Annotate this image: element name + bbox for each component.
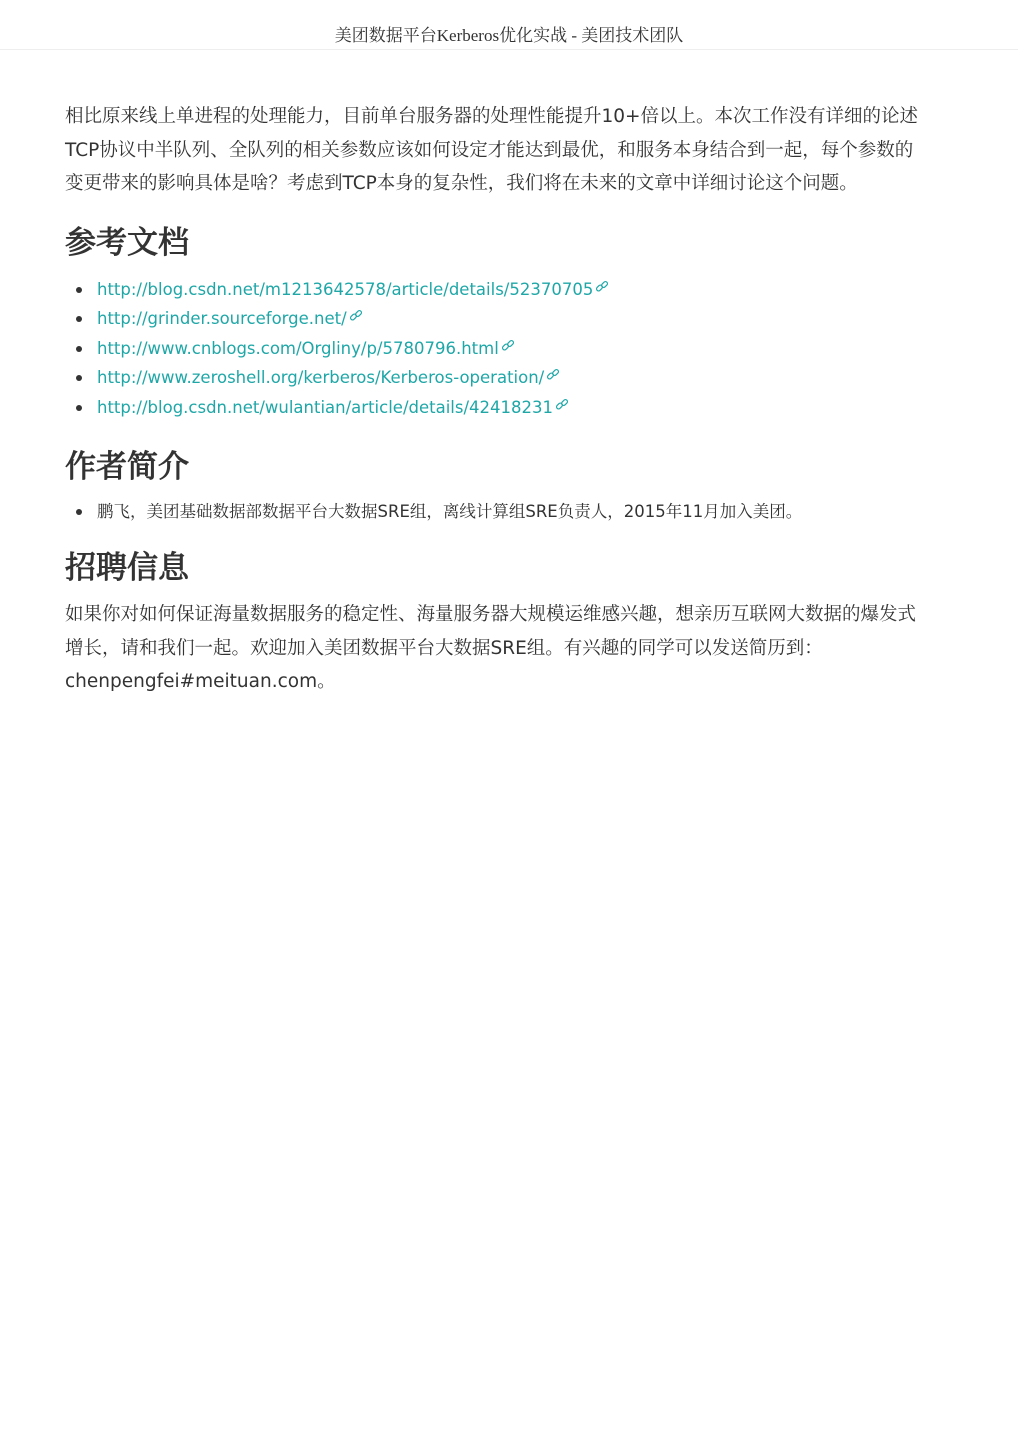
author-heading: 作者简介 bbox=[65, 449, 189, 485]
chain-link-icon[interactable] bbox=[349, 303, 363, 333]
jobs-paragraph bbox=[65, 598, 955, 699]
page-header bbox=[0, 0, 1018, 50]
jobs-line: 如果你对如何保证海量数据服务的稳定性、海量服务器大规模运维感兴趣，想亲历互联网大数据的爆发式 bbox=[65, 604, 917, 625]
reference-link[interactable]: http://www.zeroshell.org/kerberos/Kerberos-operation/ bbox=[97, 368, 545, 387]
list-item bbox=[65, 363, 955, 393]
bullet-dot bbox=[76, 509, 82, 515]
jobs-line: 增长，请和我们一起。欢迎加入美团数据平台大数据SRE组。有兴趣的同学可以发送简历到： bbox=[65, 637, 823, 659]
jobs-line: chenpengfei#meituan.com。 bbox=[65, 671, 336, 692]
chain-link-icon[interactable] bbox=[546, 362, 560, 392]
bullet-dot bbox=[76, 405, 82, 411]
list-item bbox=[65, 393, 955, 423]
page-title: 美团数据平台Kerberos优化实战 - 美团技术团队 bbox=[334, 26, 684, 45]
jobs-heading: 招聘信息 bbox=[65, 550, 189, 586]
references-list bbox=[65, 275, 955, 423]
list-item bbox=[65, 275, 955, 305]
reference-link[interactable]: http://blog.csdn.net/m1213642578/article/details/52370705 bbox=[97, 279, 594, 299]
intro-paragraph bbox=[65, 100, 955, 201]
bullet-dot bbox=[76, 287, 82, 293]
reference-link[interactable]: http://blog.csdn.net/wulantian/article/details/42418231 bbox=[97, 397, 554, 417]
references-heading: 参考文档 bbox=[65, 224, 189, 261]
list-item bbox=[65, 304, 955, 334]
chain-link-icon[interactable] bbox=[595, 274, 609, 304]
list-item bbox=[65, 334, 955, 364]
bullet-dot bbox=[76, 375, 82, 381]
reference-link[interactable]: http://www.cnblogs.com/Orgliny/p/5780796.html bbox=[97, 338, 499, 358]
article-content bbox=[65, 100, 955, 699]
reference-link[interactable]: http://grinder.sourceforge.net/ bbox=[97, 309, 347, 328]
chain-link-icon[interactable] bbox=[555, 392, 569, 422]
intro-line: 变更带来的影响具体是啥？考虑到TCP本身的复杂性，我们将在未来的文章中详细讨论这个问题。 bbox=[65, 173, 858, 194]
chain-link-icon[interactable] bbox=[501, 333, 515, 363]
intro-line: TCP协议中半队列、全队列的相关参数应该如何设定才能达到最优，和服务本身结合到一起，每个参数的 bbox=[65, 139, 914, 161]
intro-line: 相比原来线上单进程的处理能力，目前单台服务器的处理性能提升10+倍以上。本次工作没有详细的论述 bbox=[65, 106, 919, 127]
author-list bbox=[65, 497, 955, 527]
author-bio: 鹏飞，美团基础数据部数据平台大数据SRE组，离线计算组SRE负责人，2015年11月加入美团。 bbox=[97, 502, 803, 521]
list-item bbox=[65, 497, 955, 527]
bullet-dot bbox=[76, 316, 82, 322]
bullet-dot bbox=[76, 346, 82, 352]
